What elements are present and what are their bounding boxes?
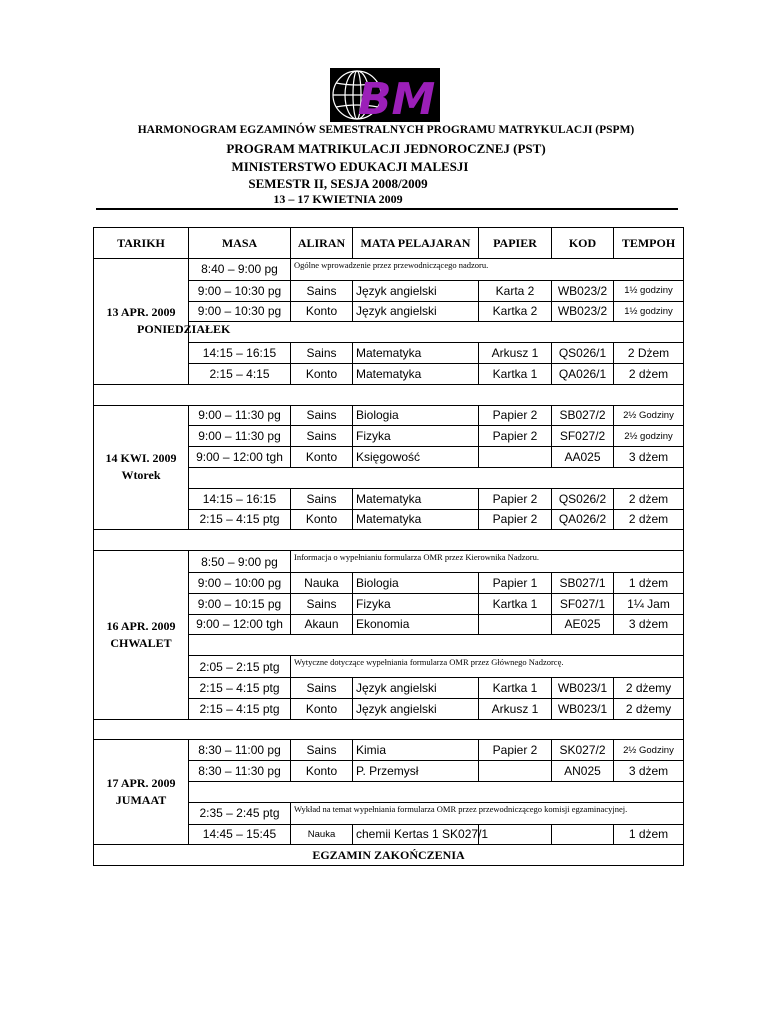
mata-cell: Matematyka: [353, 343, 479, 364]
col-papier: PAPIER: [479, 228, 552, 259]
day-cell: [94, 740, 189, 845]
mata-cell: Język angielski: [353, 301, 479, 322]
masa-cell: 9:00 – 10:30 pg: [189, 301, 291, 322]
tempoh-cell: 1¼ Jam: [614, 593, 684, 614]
tempoh-cell: 3 dżem: [614, 447, 684, 468]
papier-cell: [479, 824, 552, 845]
kod-cell: WB023/2: [552, 301, 614, 322]
aliran-cell: Sains: [291, 488, 353, 509]
day-weekday: Wtorek: [121, 468, 161, 483]
aliran-cell: Sains: [291, 740, 353, 761]
masa-cell: 8:30 – 11:00 pg: [189, 740, 291, 761]
day-date: 17 APR. 2009: [106, 776, 176, 791]
header-line-4: SEMESTR II, SESJA 2008/2009: [248, 176, 428, 191]
tempoh-cell: 3 dżem: [614, 761, 684, 782]
day-separator: [94, 719, 684, 740]
papier-cell: Karta 2: [479, 280, 552, 301]
papier-cell: Kartka 1: [479, 363, 552, 384]
bm-logo: [330, 68, 440, 122]
masa-cell: 14:15 – 16:15: [189, 488, 291, 509]
aliran-cell: Konto: [291, 509, 353, 530]
exam-schedule-table: [93, 227, 684, 866]
col-tempoh: TEMPOH: [614, 228, 684, 259]
kod-cell: QA026/2: [552, 509, 614, 530]
kod-cell: QS026/2: [552, 488, 614, 509]
note-cell: Ogólne wprowadzenie przez przewodniczącego nadzoru.: [291, 259, 684, 281]
mata-cell: Biologia: [353, 405, 479, 426]
masa-cell: 9:00 – 12:00 tgh: [189, 614, 291, 635]
table-row: [94, 845, 684, 866]
papier-cell: Papier 2: [479, 405, 552, 426]
masa-cell: 2:15 – 4:15 ptg: [189, 698, 291, 719]
col-mata-pelajaran: MATA PELAJARAN: [353, 228, 479, 259]
aliran-cell: Sains: [291, 343, 353, 364]
logo-letters: BM: [358, 74, 436, 122]
tempoh-cell: 2 dżemy: [614, 677, 684, 698]
table-row: [94, 259, 684, 281]
header-rule: [96, 208, 678, 210]
tempoh-cell: 2 dżemy: [614, 698, 684, 719]
mata-cell: Biologia: [353, 572, 479, 593]
day-separator: [94, 384, 684, 405]
tempoh-cell: 2 dżem: [614, 363, 684, 384]
tempoh-cell: 1½ godziny: [614, 280, 684, 301]
header-line-2: PROGRAM MATRIKULACJI JEDNOROCZNEJ (PST): [226, 141, 546, 156]
mata-cell: Matematyka: [353, 509, 479, 530]
kod-cell: AA025: [552, 447, 614, 468]
tempoh-cell: 2 dżem: [614, 488, 684, 509]
aliran-cell: Konto: [291, 698, 353, 719]
masa-cell: 8:40 – 9:00 pg: [189, 259, 291, 281]
day-weekday: CHWALET: [110, 635, 172, 650]
masa-cell: 8:50 – 9:00 pg: [189, 551, 291, 573]
aliran-cell: Sains: [291, 405, 353, 426]
aliran-cell: Sains: [291, 677, 353, 698]
mata-cell: Ekonomia: [353, 614, 479, 635]
day-weekday: JUMAAT: [115, 793, 167, 808]
note-cell: Wykład na temat wypełniania formularza OMR przez przewodniczącego komisji egzaminacyjnej.: [291, 802, 684, 824]
papier-cell: Papier 1: [479, 572, 552, 593]
aliran-cell: Nauka: [291, 572, 353, 593]
note-cell: Informacja o wypełnianiu formularza OMR przez Kierownika Nadzoru.: [291, 551, 684, 573]
kod-cell: SK027/2: [552, 740, 614, 761]
day-cell: [94, 405, 189, 530]
papier-cell: Papier 2: [479, 426, 552, 447]
masa-cell: 2:35 – 2:45 ptg: [189, 802, 291, 824]
header-line-1: HARMONOGRAM EGZAMINÓW SEMESTRALNYCH PROGRAMU MATRYKULACJI (PSPM): [137, 124, 635, 136]
papier-cell: Papier 2: [479, 488, 552, 509]
tempoh-cell: 2 Dżem: [614, 343, 684, 364]
kod-cell: QA026/1: [552, 363, 614, 384]
mata-cell: P. Przemysł: [353, 761, 479, 782]
kod-cell: QS026/1: [552, 343, 614, 364]
papier-cell: Arkusz 1: [479, 698, 552, 719]
masa-cell: 2:05 – 2:15 ptg: [189, 656, 291, 678]
aliran-cell: Sains: [291, 426, 353, 447]
kod-cell: AE025: [552, 614, 614, 635]
mata-cell: Język angielski: [353, 677, 479, 698]
aliran-cell: Sains: [291, 280, 353, 301]
table-row: [94, 405, 684, 426]
masa-cell: 14:15 – 16:15: [189, 343, 291, 364]
masa-cell: 9:00 – 10:30 pg: [189, 280, 291, 301]
tempoh-cell: 1½ godziny: [614, 301, 684, 322]
masa-cell: 2:15 – 4:15 ptg: [189, 509, 291, 530]
masa-cell: 9:00 – 10:15 pg: [189, 593, 291, 614]
masa-cell: 14:45 – 15:45: [189, 824, 291, 845]
kod-cell: SF027/1: [552, 593, 614, 614]
masa-cell: 2:15 – 4:15: [189, 363, 291, 384]
kod-cell: WB023/2: [552, 280, 614, 301]
kod-cell: SB027/2: [552, 405, 614, 426]
papier-cell: [479, 447, 552, 468]
papier-cell: Kartka 2: [479, 301, 552, 322]
mata-cell: Kimia: [353, 740, 479, 761]
tempoh-cell: 1 dżem: [614, 824, 684, 845]
col-kod: KOD: [552, 228, 614, 259]
mata-cell: Matematyka: [353, 488, 479, 509]
masa-cell: 9:00 – 11:30 pg: [189, 426, 291, 447]
day-date: 14 KWI. 2009: [105, 451, 177, 466]
kod-cell: [552, 824, 614, 845]
footer-egzamin-zakonczenia: EGZAMIN ZAKOŃCZENIA: [94, 845, 684, 866]
note-cell: Wytyczne dotyczące wypełniania formularza OMR przez Głównego Nadzorcę.: [291, 656, 684, 678]
table-header-row: [94, 228, 684, 259]
aliran-cell: Konto: [291, 363, 353, 384]
kod-cell: SB027/1: [552, 572, 614, 593]
aliran-cell: Sains: [291, 593, 353, 614]
papier-cell: Arkusz 1: [479, 343, 552, 364]
day-cell: [94, 259, 231, 385]
papier-cell: [479, 761, 552, 782]
masa-cell: 8:30 – 11:30 pg: [189, 761, 291, 782]
kod-cell: WB023/1: [552, 677, 614, 698]
mata-cell: Język angielski: [353, 698, 479, 719]
mata-cell: Księgowość: [353, 447, 479, 468]
mata-cell: Fizyka: [353, 426, 479, 447]
papier-cell: Kartka 1: [479, 593, 552, 614]
tempoh-cell: 2 dżem: [614, 509, 684, 530]
aliran-cell: Konto: [291, 447, 353, 468]
kod-cell: WB023/1: [552, 698, 614, 719]
table-row: [94, 740, 684, 761]
papier-cell: Papier 2: [479, 509, 552, 530]
mata-cell: chemii Kertas 1 SK027/1: [353, 824, 479, 845]
tempoh-cell: 2½ godziny: [614, 426, 684, 447]
masa-cell: 9:00 – 10:00 pg: [189, 572, 291, 593]
mata-cell: Język angielski: [353, 280, 479, 301]
papier-cell: Kartka 1: [479, 677, 552, 698]
mata-cell: Fizyka: [353, 593, 479, 614]
kod-cell: SF027/2: [552, 426, 614, 447]
aliran-cell: Akaun: [291, 614, 353, 635]
header-line-3: MINISTERSTWO EDUKACJI MALESJI: [231, 159, 469, 174]
tempoh-cell: 2½ Godziny: [614, 405, 684, 426]
aliran-cell: Konto: [291, 301, 353, 322]
masa-cell: 2:15 – 4:15 ptg: [189, 677, 291, 698]
day-date: 16 APR. 2009: [106, 618, 176, 633]
masa-cell: 9:00 – 12:00 tgh: [189, 447, 291, 468]
col-tarikh: TARIKH: [94, 228, 189, 259]
aliran-cell: Konto: [291, 761, 353, 782]
kod-cell: AN025: [552, 761, 614, 782]
table-row: [94, 551, 684, 573]
day-weekday: PONIEDZIAŁEK: [137, 322, 231, 337]
papier-cell: [479, 614, 552, 635]
header-line-5: 13 – 17 KWIETNIA 2009: [273, 192, 403, 206]
tempoh-cell: 3 dżem: [614, 614, 684, 635]
papier-cell: Papier 2: [479, 740, 552, 761]
day-date: 13 APR. 2009: [106, 305, 176, 320]
mata-cell: Matematyka: [353, 363, 479, 384]
masa-cell: 9:00 – 11:30 pg: [189, 405, 291, 426]
day-cell: [94, 551, 189, 719]
col-masa: MASA: [189, 228, 291, 259]
tempoh-cell: 2½ Godziny: [614, 740, 684, 761]
day-separator: [94, 530, 684, 551]
tempoh-cell: 1 dżem: [614, 572, 684, 593]
col-aliran: ALIRAN: [291, 228, 353, 259]
aliran-cell: Nauka: [291, 824, 353, 845]
